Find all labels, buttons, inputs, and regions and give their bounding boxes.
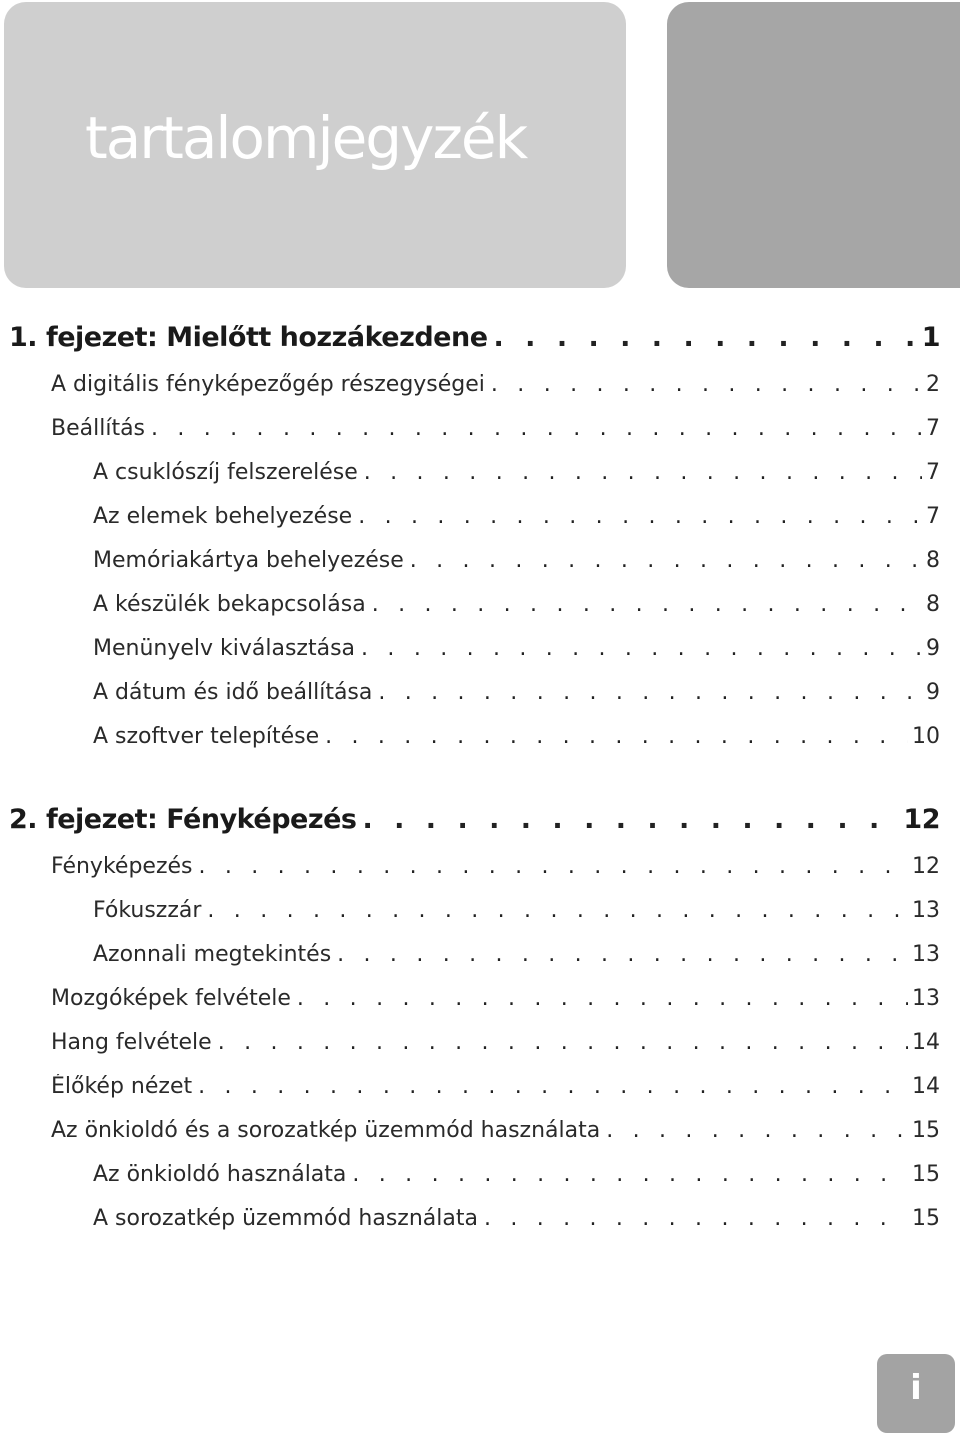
page-ref: 9 [926,636,940,661]
toc-subentry[interactable] [93,548,940,573]
dot-leader [362,804,899,835]
page-ref: 14 [912,1030,940,1055]
dot-leader [218,1030,908,1055]
dot-leader [358,504,922,529]
dot-leader [372,592,922,617]
toc-entry[interactable] [51,1118,940,1143]
dot-leader [378,680,922,705]
toc-entry[interactable] [51,986,940,1011]
dot-leader [606,1118,908,1143]
page-ref: 8 [926,548,940,573]
page-ref: 13 [912,898,940,923]
toc-entry[interactable] [51,1030,940,1055]
entry-title: Az önkioldó használata [93,1162,347,1187]
toc-entry[interactable] [51,416,940,441]
entry-title: Fényképezés [51,854,193,879]
page-ref: 8 [926,592,940,617]
page-ref: 2 [926,372,940,397]
entry-title: Az önkioldó és a sorozatkép üzemmód használata [51,1118,601,1143]
page-number-tab [877,1354,955,1433]
entry-title: A szoftver telepítése [93,724,320,749]
dot-leader [199,854,909,879]
chapter-title: 2. fejezet: Fényképezés [9,804,357,835]
toc-subentry[interactable] [93,942,940,967]
toc-subentry[interactable] [93,504,940,529]
toc-chapter-1[interactable] [9,322,940,353]
page-ref: 15 [912,1118,940,1143]
page-ref: 13 [912,986,940,1011]
entry-title: A készülék bekapcsolása [93,592,366,617]
page-ref: 13 [912,942,940,967]
entry-title: Hang felvétele [51,1030,212,1055]
page-ref: 15 [912,1162,940,1187]
page-ref: 1 [921,322,940,353]
page-ref: 14 [912,1074,940,1099]
toc-subentry[interactable] [93,1206,940,1231]
page-ref: 10 [912,724,940,749]
toc-entry[interactable] [51,372,940,397]
dot-leader [494,322,918,353]
entry-title: A csuklószíj felszerelése [93,460,358,485]
page-title: tartalomjegyzék [85,104,527,172]
toc-subentry[interactable] [93,898,940,923]
entry-title: A dátum és idő beállítása [93,680,373,705]
toc-chapter-2[interactable] [9,804,940,835]
page-ref: 7 [926,504,940,529]
dot-leader [361,636,922,661]
toc-entry[interactable] [51,854,940,879]
page-ref: 9 [926,680,940,705]
dot-leader [325,724,908,749]
dot-leader [297,986,908,1011]
page-ref: 7 [926,460,940,485]
toc-entry[interactable] [51,1074,940,1099]
entry-title: Mozgóképek felvétele [51,986,291,1011]
dot-leader [352,1162,908,1187]
page-ref: 12 [912,854,940,879]
chapter-title: 1. fejezet: Mielőtt hozzákezdene [9,322,488,353]
page-ref: 7 [926,416,940,441]
toc-subentry[interactable] [93,592,940,617]
toc-subentry[interactable] [93,680,940,705]
dot-leader [151,416,922,441]
entry-title: Azonnali megtekintés [93,942,332,967]
dot-leader [484,1206,908,1231]
dot-leader [337,942,908,967]
page-ref: 12 [903,804,940,835]
page-ref: 15 [912,1206,940,1231]
toc-subentry[interactable] [93,724,940,749]
side-banner [667,2,960,288]
toc-subentry[interactable] [93,636,940,661]
entry-title: Élőkép nézet [51,1074,193,1099]
dot-leader [198,1074,908,1099]
dot-leader [364,460,922,485]
toc-subentry[interactable] [93,1162,940,1187]
entry-title: Menünyelv kiválasztása [93,636,356,661]
page-number: i [910,1368,922,1408]
toc-subentry[interactable] [93,460,940,485]
entry-title: A sorozatkép üzemmód használata [93,1206,478,1231]
entry-title: Memóriakártya behelyezése [93,548,404,573]
entry-title: Fókuszzár [93,898,202,923]
entry-title: Az elemek behelyezése [93,504,353,529]
dot-leader [491,372,922,397]
dot-leader [410,548,922,573]
dot-leader [207,898,908,923]
entry-title: A digitális fényképezőgép részegységei [51,372,485,397]
entry-title: Beállítás [51,416,146,441]
